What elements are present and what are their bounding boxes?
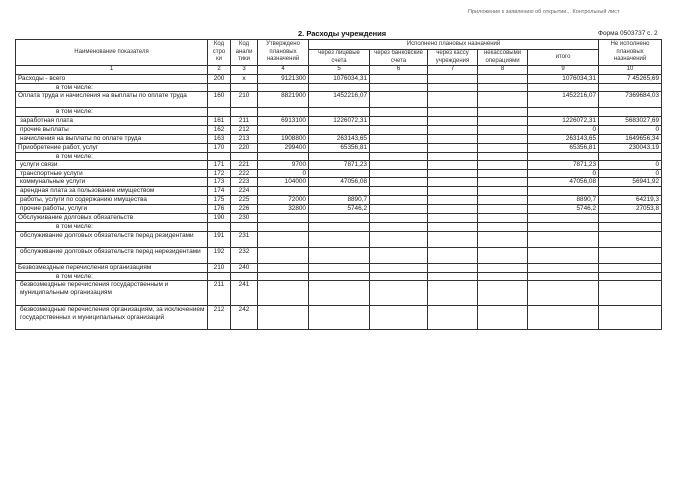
cell-c8 xyxy=(478,108,528,117)
cell-c7 xyxy=(428,247,478,263)
cell-approved xyxy=(258,272,309,281)
cell-total: 263143,65 xyxy=(528,134,599,143)
cell-rest: 1649656,34 xyxy=(599,134,662,143)
row-name: в том числе: xyxy=(16,152,208,161)
cell-an xyxy=(231,83,258,92)
cell-c5: 1076034,31 xyxy=(309,75,370,84)
cell-c8 xyxy=(478,306,528,330)
cell-c5 xyxy=(309,108,370,117)
cell-c8 xyxy=(478,116,528,125)
cell-rest xyxy=(599,83,662,92)
cell-rest: 56941,92 xyxy=(599,178,662,187)
cell-approved xyxy=(258,83,309,92)
cell-c6 xyxy=(370,272,428,281)
cell-c7 xyxy=(428,263,478,272)
cell-approved: 72000 xyxy=(258,196,309,205)
cell-c7 xyxy=(428,83,478,92)
cell-an: 231 xyxy=(231,231,258,247)
col-header-approved: Утверждено плановых назначений xyxy=(258,40,309,66)
row-name: коммунальные услуги xyxy=(16,178,208,187)
row-name: в том числе: xyxy=(16,108,208,117)
cell-c5 xyxy=(309,272,370,281)
cell-c5 xyxy=(309,214,370,223)
table-row xyxy=(16,92,662,108)
cell-c7 xyxy=(428,116,478,125)
cell-total xyxy=(528,263,599,272)
row-name: в том числе: xyxy=(16,223,208,232)
row-name: обслуживание долговых обязательств перед нерезидентами xyxy=(16,247,208,263)
cell-an: 224 xyxy=(231,187,258,196)
cell-approved: 0 xyxy=(258,169,309,178)
col-header-analytics-code: Код анали тики xyxy=(231,40,258,66)
cell-approved xyxy=(258,263,309,272)
cell-c7 xyxy=(428,152,478,161)
cell-total: 1452216,07 xyxy=(528,92,599,108)
table-row xyxy=(16,281,662,306)
col-header-exec-sub: некассовыми операциями xyxy=(478,50,528,66)
cell-c8 xyxy=(478,272,528,281)
cell-line: 210 xyxy=(208,263,231,272)
cell-approved xyxy=(258,231,309,247)
table-row xyxy=(16,169,662,178)
cell-c8 xyxy=(478,169,528,178)
cell-approved: 8821900 xyxy=(258,92,309,108)
cell-line: 191 xyxy=(208,231,231,247)
row-name: обслуживание долговых обязательств перед резидентами xyxy=(16,231,208,247)
table-row xyxy=(16,161,662,170)
cell-c7 xyxy=(428,108,478,117)
cell-c5: 1226072,31 xyxy=(309,116,370,125)
cell-c8 xyxy=(478,196,528,205)
cell-approved xyxy=(258,223,309,232)
cell-c8 xyxy=(478,231,528,247)
col-header-exec-sub: через банковские счета xyxy=(370,50,428,66)
cell-c5 xyxy=(309,187,370,196)
cell-line: 174 xyxy=(208,187,231,196)
cell-an: 212 xyxy=(231,125,258,134)
cell-c5 xyxy=(309,83,370,92)
cell-an: 241 xyxy=(231,281,258,306)
cell-approved: 299400 xyxy=(258,143,309,152)
cell-c6 xyxy=(370,263,428,272)
cell-c5 xyxy=(309,306,370,330)
col-header-exec-sub: через кассу учреждения xyxy=(428,50,478,66)
cell-total: 1076034,31 xyxy=(528,75,599,84)
table-row xyxy=(16,152,662,161)
cell-c8 xyxy=(478,75,528,84)
cell-rest xyxy=(599,187,662,196)
cell-approved: 1908800 xyxy=(258,134,309,143)
cell-c7 xyxy=(428,187,478,196)
cell-c5 xyxy=(309,247,370,263)
cell-approved xyxy=(258,187,309,196)
cell-approved xyxy=(258,281,309,306)
table-row xyxy=(16,143,662,152)
cell-total: 65356,81 xyxy=(528,143,599,152)
cell-line: 212 xyxy=(208,306,231,330)
cell-an: x xyxy=(231,75,258,84)
cell-approved: 32800 xyxy=(258,205,309,214)
cell-c6 xyxy=(370,75,428,84)
cell-total: 7871,23 xyxy=(528,161,599,170)
cell-total: 47056,08 xyxy=(528,178,599,187)
cell-rest xyxy=(599,231,662,247)
cell-c7 xyxy=(428,196,478,205)
col-number: 2 xyxy=(208,66,231,75)
cell-an: 211 xyxy=(231,116,258,125)
cell-line: 173 xyxy=(208,178,231,187)
cell-c8 xyxy=(478,134,528,143)
cell-rest xyxy=(599,247,662,263)
row-name: работы, услуги по содержанию имущества xyxy=(16,196,208,205)
col-header-not-executed: Не исполнено плановых назначений xyxy=(599,40,662,66)
row-name: прочие работы, услуги xyxy=(16,205,208,214)
cell-c5: 65356,81 xyxy=(309,143,370,152)
cell-line: 171 xyxy=(208,161,231,170)
cell-c6 xyxy=(370,281,428,306)
cell-c6 xyxy=(370,134,428,143)
cell-c7 xyxy=(428,134,478,143)
cell-line xyxy=(208,152,231,161)
cell-c5: 5746,2 xyxy=(309,205,370,214)
cell-c8 xyxy=(478,178,528,187)
cell-line: 176 xyxy=(208,205,231,214)
cell-c8 xyxy=(478,214,528,223)
header-note: Приложение к заявлению об открытии... Контрольный лист xyxy=(468,9,620,15)
table-row xyxy=(16,196,662,205)
cell-c6 xyxy=(370,196,428,205)
cell-c7 xyxy=(428,125,478,134)
cell-c6 xyxy=(370,83,428,92)
cell-c5: 7871,23 xyxy=(309,161,370,170)
row-name: Приобретение работ, услуг xyxy=(16,143,208,152)
cell-line xyxy=(208,108,231,117)
cell-c6 xyxy=(370,205,428,214)
table-row xyxy=(16,306,662,330)
cell-total xyxy=(528,281,599,306)
cell-approved xyxy=(258,108,309,117)
cell-an xyxy=(231,108,258,117)
cell-c5 xyxy=(309,169,370,178)
cell-total xyxy=(528,83,599,92)
cell-line: 162 xyxy=(208,125,231,134)
cell-rest: 0 xyxy=(599,125,662,134)
cell-c8 xyxy=(478,223,528,232)
cell-an: 222 xyxy=(231,169,258,178)
cell-c7 xyxy=(428,92,478,108)
col-number: 6 xyxy=(370,66,428,75)
cell-c5 xyxy=(309,152,370,161)
cell-line: 192 xyxy=(208,247,231,263)
cell-rest: 0 xyxy=(599,161,662,170)
cell-an: 220 xyxy=(231,143,258,152)
col-number: 10 xyxy=(599,66,662,75)
cell-c5: 8890,7 xyxy=(309,196,370,205)
col-header-executed: Исполнено плановых назначений xyxy=(309,40,599,50)
cell-c7 xyxy=(428,75,478,84)
cell-rest: 64219,3 xyxy=(599,196,662,205)
cell-approved xyxy=(258,214,309,223)
col-number: 8 xyxy=(478,66,528,75)
cell-rest xyxy=(599,152,662,161)
cell-c8 xyxy=(478,152,528,161)
cell-c6 xyxy=(370,108,428,117)
cell-c5: 1452216,07 xyxy=(309,92,370,108)
cell-total: 8890,7 xyxy=(528,196,599,205)
cell-approved: 104000 xyxy=(258,178,309,187)
cell-c5 xyxy=(309,281,370,306)
table-row xyxy=(16,178,662,187)
cell-total: 0 xyxy=(528,169,599,178)
table-row xyxy=(16,263,662,272)
cell-an: 242 xyxy=(231,306,258,330)
cell-c5 xyxy=(309,263,370,272)
cell-line xyxy=(208,83,231,92)
table-row xyxy=(16,83,662,92)
cell-an: 213 xyxy=(231,134,258,143)
cell-an: 210 xyxy=(231,92,258,108)
cell-rest xyxy=(599,108,662,117)
row-name: прочие выплаты xyxy=(16,125,208,134)
cell-c6 xyxy=(370,223,428,232)
cell-c7 xyxy=(428,205,478,214)
cell-total: 0 xyxy=(528,125,599,134)
row-name: арендная плата за пользование имуществом xyxy=(16,187,208,196)
cell-c8 xyxy=(478,92,528,108)
cell-line: 190 xyxy=(208,214,231,223)
cell-an: 225 xyxy=(231,196,258,205)
cell-c6 xyxy=(370,143,428,152)
col-number: 4 xyxy=(258,66,309,75)
form-code: Форма 0503737 с. 2 xyxy=(598,30,658,37)
cell-c7 xyxy=(428,306,478,330)
cell-c8 xyxy=(478,83,528,92)
cell-rest xyxy=(599,214,662,223)
cell-c7 xyxy=(428,281,478,306)
cell-line: 200 xyxy=(208,75,231,84)
cell-rest xyxy=(599,272,662,281)
table-row xyxy=(16,108,662,117)
cell-c7 xyxy=(428,169,478,178)
cell-c5: 263143,65 xyxy=(309,134,370,143)
cell-line: 161 xyxy=(208,116,231,125)
col-header-exec-sub: итого xyxy=(528,50,599,66)
cell-line xyxy=(208,272,231,281)
cell-total xyxy=(528,231,599,247)
row-name: в том числе: xyxy=(16,272,208,281)
row-name: транспортные услуги xyxy=(16,169,208,178)
cell-an: 221 xyxy=(231,161,258,170)
cell-c6 xyxy=(370,161,428,170)
cell-c7 xyxy=(428,231,478,247)
cell-c6 xyxy=(370,169,428,178)
cell-c5: 47056,08 xyxy=(309,178,370,187)
cell-rest: 7 45265,69 xyxy=(599,75,662,84)
cell-total: 5746,2 xyxy=(528,205,599,214)
cell-approved xyxy=(258,125,309,134)
col-header-line-code: Код стро ки xyxy=(208,40,231,66)
cell-c7 xyxy=(428,143,478,152)
cell-total xyxy=(528,152,599,161)
table-row xyxy=(16,134,662,143)
cell-c6 xyxy=(370,214,428,223)
table-body xyxy=(16,75,662,330)
page-title: 2. Расходы учреждения xyxy=(298,29,387,38)
cell-rest xyxy=(599,263,662,272)
cell-c7 xyxy=(428,161,478,170)
cell-rest xyxy=(599,281,662,306)
cell-c8 xyxy=(478,161,528,170)
table-row xyxy=(16,205,662,214)
row-name: заработная плата xyxy=(16,116,208,125)
cell-total xyxy=(528,223,599,232)
cell-c7 xyxy=(428,272,478,281)
table-row xyxy=(16,187,662,196)
cell-c6 xyxy=(370,116,428,125)
cell-c7 xyxy=(428,223,478,232)
cell-rest xyxy=(599,223,662,232)
cell-line: 175 xyxy=(208,196,231,205)
col-header-name: Наименование показателя xyxy=(16,40,208,66)
cell-an: 240 xyxy=(231,263,258,272)
cell-an: 232 xyxy=(231,247,258,263)
col-header-exec-sub: через лицевые счета xyxy=(309,50,370,66)
table-row xyxy=(16,125,662,134)
cell-rest xyxy=(599,306,662,330)
cell-total xyxy=(528,214,599,223)
col-number: 3 xyxy=(231,66,258,75)
cell-c6 xyxy=(370,231,428,247)
row-name: Расходы - всего xyxy=(16,75,208,84)
cell-c8 xyxy=(478,281,528,306)
table-row xyxy=(16,116,662,125)
cell-c6 xyxy=(370,306,428,330)
cell-c6 xyxy=(370,152,428,161)
cell-c6 xyxy=(370,125,428,134)
col-number: 5 xyxy=(309,66,370,75)
cell-c5 xyxy=(309,125,370,134)
cell-c6 xyxy=(370,92,428,108)
row-name: в том числе: xyxy=(16,83,208,92)
table-row xyxy=(16,75,662,84)
cell-line xyxy=(208,223,231,232)
cell-total xyxy=(528,187,599,196)
row-name: Безвозмездные перечисления организациям xyxy=(16,263,208,272)
cell-an: 226 xyxy=(231,205,258,214)
table-row xyxy=(16,247,662,263)
cell-total: 1226072,31 xyxy=(528,116,599,125)
cell-approved xyxy=(258,306,309,330)
cell-total xyxy=(528,247,599,263)
cell-rest: 27053,8 xyxy=(599,205,662,214)
expenses-table xyxy=(15,39,662,330)
cell-rest: 5683027,69 xyxy=(599,116,662,125)
cell-line: 211 xyxy=(208,281,231,306)
table-row xyxy=(16,272,662,281)
row-name: Обслуживание долговых обязательств xyxy=(16,214,208,223)
cell-line: 170 xyxy=(208,143,231,152)
row-name: начисления на выплаты по оплате труда xyxy=(16,134,208,143)
cell-approved: 9700 xyxy=(258,161,309,170)
row-name: безвозмездные перечисления государственным и муниципальным организациям xyxy=(16,281,208,306)
cell-approved xyxy=(258,247,309,263)
cell-an xyxy=(231,223,258,232)
cell-c6 xyxy=(370,187,428,196)
cell-c7 xyxy=(428,178,478,187)
cell-an: 223 xyxy=(231,178,258,187)
cell-rest: 0 xyxy=(599,169,662,178)
row-name: услуги связи xyxy=(16,161,208,170)
cell-c8 xyxy=(478,125,528,134)
cell-total xyxy=(528,272,599,281)
row-name: Оплата труда и начисления на выплаты по оплате труда xyxy=(16,92,208,108)
cell-c8 xyxy=(478,247,528,263)
cell-an xyxy=(231,272,258,281)
table-row xyxy=(16,231,662,247)
col-number: 9 xyxy=(528,66,599,75)
table-row xyxy=(16,214,662,223)
cell-c6 xyxy=(370,178,428,187)
cell-approved: 9121300 xyxy=(258,75,309,84)
cell-c5 xyxy=(309,231,370,247)
cell-c8 xyxy=(478,143,528,152)
cell-c6 xyxy=(370,247,428,263)
col-number: 1 xyxy=(16,66,208,75)
cell-an xyxy=(231,152,258,161)
cell-total xyxy=(528,108,599,117)
cell-c5 xyxy=(309,223,370,232)
cell-rest: 230043,19 xyxy=(599,143,662,152)
row-name: безвозмездные перечисления организациям, за исключением государственных и муниципальных организаций xyxy=(16,306,208,330)
cell-c7 xyxy=(428,214,478,223)
cell-an: 230 xyxy=(231,214,258,223)
cell-c8 xyxy=(478,187,528,196)
col-number: 7 xyxy=(428,66,478,75)
table-row xyxy=(16,223,662,232)
cell-approved: 6913100 xyxy=(258,116,309,125)
cell-line: 160 xyxy=(208,92,231,108)
cell-approved xyxy=(258,152,309,161)
cell-rest: 7369684,03 xyxy=(599,92,662,108)
cell-c8 xyxy=(478,205,528,214)
cell-c8 xyxy=(478,263,528,272)
cell-line: 172 xyxy=(208,169,231,178)
cell-line: 163 xyxy=(208,134,231,143)
cell-total xyxy=(528,306,599,330)
